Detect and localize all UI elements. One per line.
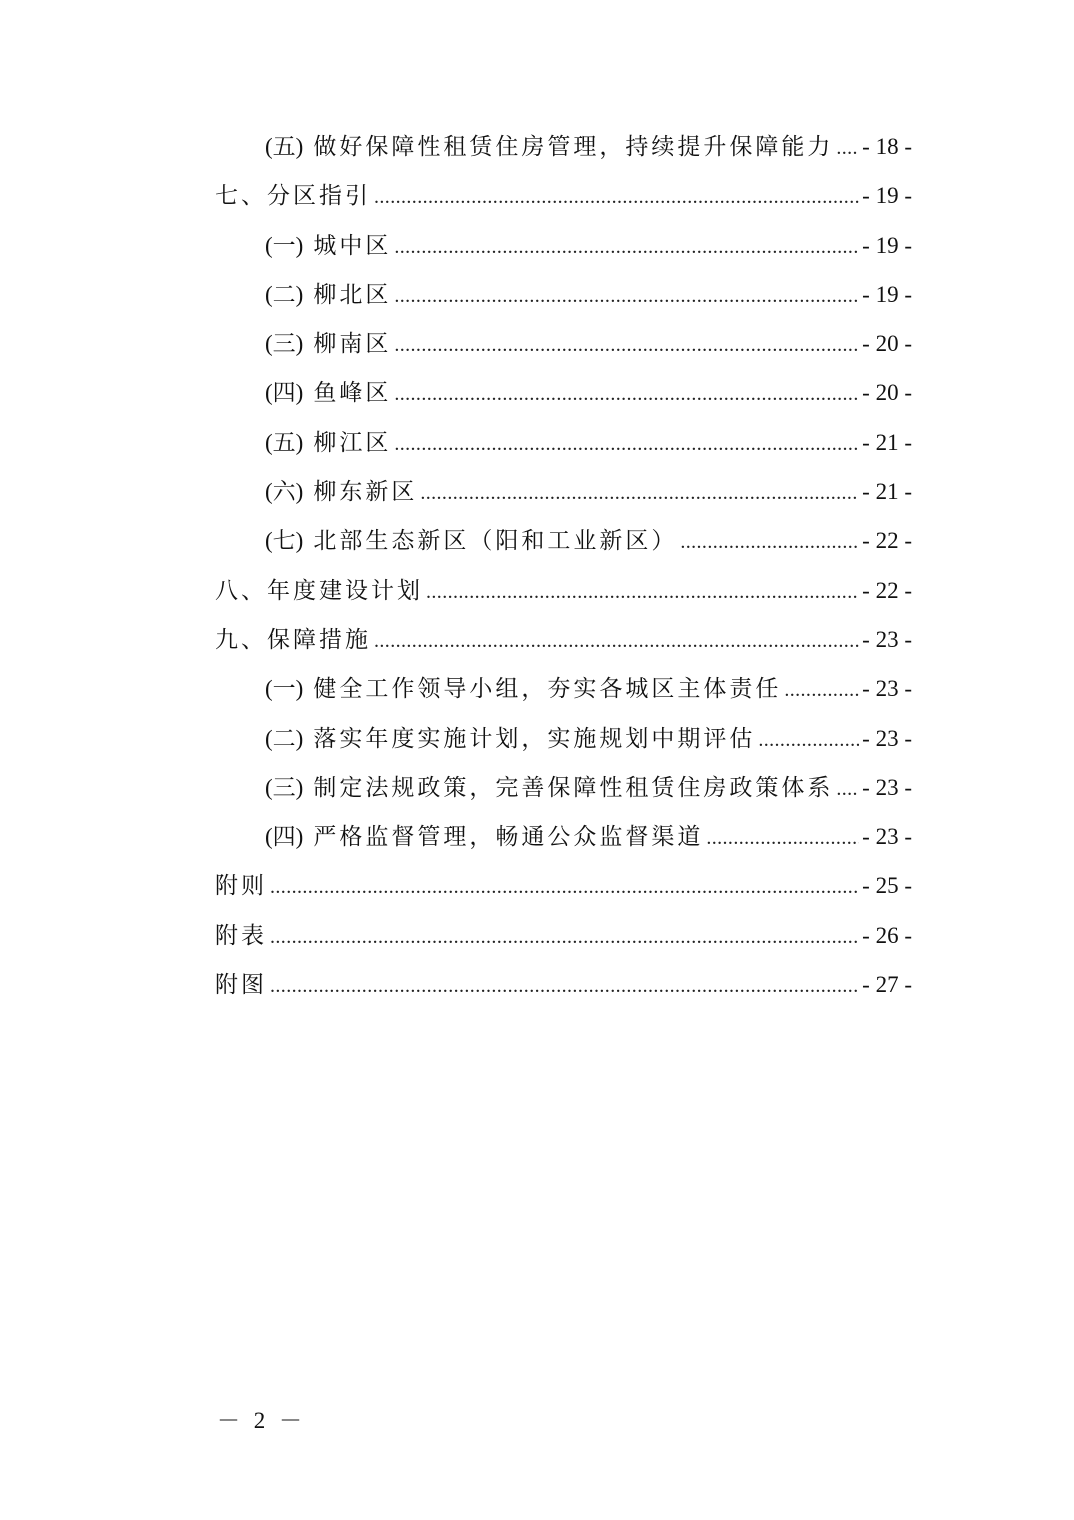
toc-entry-page: - 19 - [862,183,912,209]
toc-entry[interactable] [215,221,912,270]
toc-entry-number: (四) [265,824,304,850]
toc-entry[interactable] [215,960,912,1009]
toc-entry-page: - 21 - [862,479,912,505]
toc-entry[interactable] [215,812,912,861]
toc-entry-page: - 23 - [862,725,912,751]
toc-entry-number: (一) [265,676,304,702]
toc-entry-title: 附则 [215,873,267,900]
page-number: － 2 － [217,1408,306,1433]
toc-dot-leader [784,666,859,715]
toc-entry[interactable] [215,763,912,812]
toc-entry-page: - 26 - [862,922,912,948]
toc-dot-leader [420,469,859,518]
toc-entry[interactable] [215,122,912,171]
toc-entry-page: - 23 - [862,626,912,652]
toc-entry[interactable] [215,861,912,910]
toc-entry-number: 八、 [215,577,267,603]
toc-entry-number: (一) [265,232,304,258]
toc-dot-leader [374,617,859,666]
toc-entry-number: (五) [265,429,304,455]
toc-entry[interactable] [215,566,912,615]
toc-entry[interactable] [215,368,912,417]
toc-entry[interactable] [215,615,912,664]
toc-dot-leader [270,962,859,1011]
toc-entry[interactable] [215,911,912,960]
toc-dot-leader [394,420,859,469]
toc-entry-number: (七) [265,528,304,554]
toc-entry-title: 制定法规政策，完善保障性租赁住房政策体系 [313,774,834,801]
toc-entry-title: 做好保障性租赁住房管理，持续提升保障能力 [313,134,834,160]
toc-dot-leader [394,223,859,272]
toc-dot-leader [706,814,859,863]
toc-entry[interactable] [215,467,912,516]
toc-dot-leader [758,716,859,765]
toc-entry-number: (五) [265,134,304,159]
toc-entry-title: 柳江区 [313,429,392,456]
toc-dot-leader [426,568,859,617]
toc-entry-page: - 27 - [862,972,912,998]
table-of-contents [215,122,912,1009]
toc-entry-page: - 22 - [862,528,912,554]
toc-dot-leader [836,765,859,814]
toc-entry-page: - 21 - [862,429,912,455]
toc-entry-number: (二) [265,281,304,307]
toc-entry-number: (二) [265,725,304,751]
toc-entry-page: - 23 - [862,774,912,800]
toc-entry[interactable] [215,516,912,565]
toc-dot-leader [394,272,859,321]
toc-dot-leader [680,518,859,567]
toc-entry[interactable] [215,319,912,368]
toc-entry-title: 柳北区 [313,281,392,308]
toc-entry-number: (三) [265,331,304,357]
toc-entry-number: (三) [265,774,304,800]
toc-entry[interactable] [215,270,912,319]
toc-dot-leader [394,321,859,370]
toc-entry-title: 附图 [215,972,267,999]
toc-entry-page: - 22 - [862,577,912,603]
toc-entry-page: - 23 - [862,824,912,850]
toc-entry-title: 分区指引 [267,183,371,210]
toc-entry-title: 落实年度实施计划，实施规划中期评估 [313,725,756,752]
toc-entry[interactable] [215,418,912,467]
toc-entry-number: 九、 [215,626,267,652]
toc-entry-page: - 18 - [862,134,912,159]
toc-entry-number: (四) [265,380,304,406]
toc-entry-number: 七、 [215,183,267,209]
toc-entry-title: 城中区 [313,232,392,259]
toc-entry-title: 鱼峰区 [313,380,392,407]
toc-entry-title: 严格监督管理，畅通公众监督渠道 [313,824,704,851]
toc-dot-leader [270,913,859,962]
toc-entry-number: (六) [265,479,304,505]
toc-entry-page: - 20 - [862,331,912,357]
toc-entry-title: 健全工作领导小组，夯实各城区主体责任 [313,676,782,703]
toc-entry[interactable] [215,171,912,220]
toc-dot-leader [374,173,859,222]
toc-entry-title: 保障措施 [267,626,371,653]
toc-entry-title: 年度建设计划 [267,577,423,604]
toc-entry-page: - 19 - [862,232,912,258]
toc-entry-title: 柳东新区 [313,479,418,506]
toc-entry-page: - 25 - [862,873,912,899]
toc-entry[interactable] [215,714,912,763]
toc-dot-leader [394,370,859,419]
toc-entry-title: 北部生态新区（阳和工业新区） [313,528,678,555]
toc-entry[interactable] [215,664,912,713]
toc-entry-page: - 19 - [862,281,912,307]
toc-entry-title: 柳南区 [313,331,392,358]
toc-dot-leader [270,863,859,912]
toc-entry-title: 附表 [215,922,267,949]
toc-dot-leader [836,124,859,173]
toc-entry-page: - 20 - [862,380,912,406]
toc-entry-page: - 23 - [862,676,912,702]
